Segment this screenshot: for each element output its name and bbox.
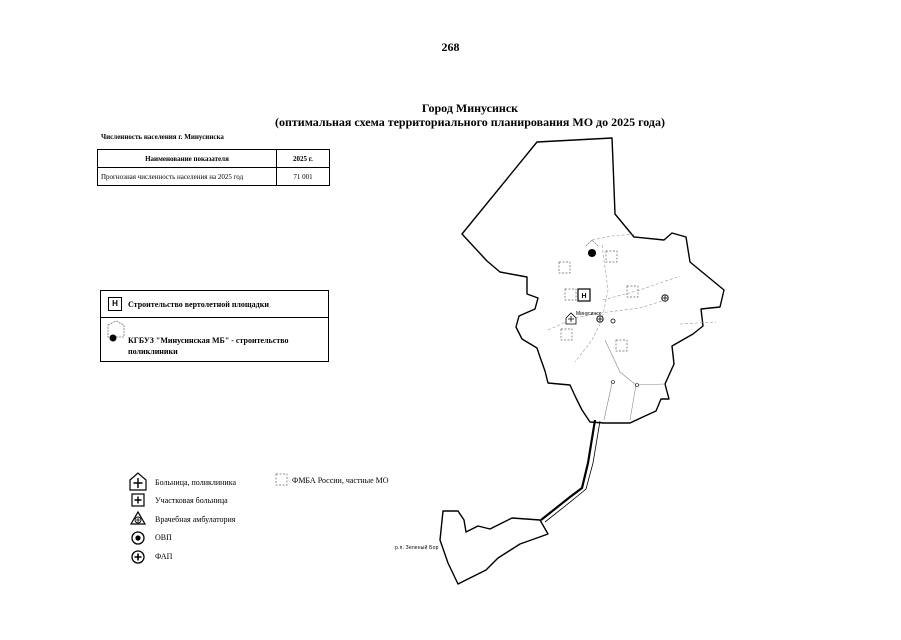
map-hospital-marker bbox=[566, 313, 576, 324]
project-label-clinic: КГБУЗ "Минусинская МБ" - строительство поликлиники bbox=[128, 336, 289, 356]
map-ovp-marker bbox=[611, 319, 615, 323]
legend-label-fmba: ФМБА России, частные МО bbox=[292, 476, 389, 485]
table-header-indicator: Наименование показателя bbox=[98, 150, 277, 168]
dashed-square-icon bbox=[276, 474, 287, 485]
svg-text:H: H bbox=[581, 293, 587, 300]
population-heading: Численность населения г. Минусинска bbox=[101, 133, 224, 141]
legend-label-district-hospital: Участковая больница bbox=[155, 496, 228, 505]
district-lines bbox=[548, 234, 716, 362]
table-cell-indicator: Прогнозная численность населения на 2025 год bbox=[98, 168, 277, 186]
legend-label-hospital: Больница, поликлиника bbox=[155, 478, 237, 487]
page-number: 268 bbox=[441, 40, 460, 54]
title-line-2: (оптимальная схема территориального планирования МО до 2025 года) bbox=[275, 115, 665, 129]
helipad-icon: H bbox=[108, 297, 122, 311]
fmba-markers bbox=[559, 251, 638, 351]
project-label-helipad: Строительство вертолетной площадки bbox=[128, 300, 269, 309]
district-hospital-icon bbox=[132, 494, 144, 506]
settlement-boundary bbox=[440, 511, 548, 584]
southern-corridor bbox=[541, 420, 595, 520]
map-settlement-label: р.п. Зеленый Бор bbox=[395, 545, 439, 551]
table-cell-value: 71 001 bbox=[277, 168, 330, 186]
legend-label-ambulatory: Врачебная амбулатория bbox=[155, 515, 236, 524]
map-city-label: Минусинск bbox=[576, 311, 601, 317]
ovp-icon bbox=[132, 532, 144, 544]
legend-label-fap: ФАП bbox=[155, 552, 173, 561]
table-header-year: 2025 г. bbox=[277, 150, 330, 168]
legend-label-ovp: ОВП bbox=[155, 533, 172, 542]
hospital-icon bbox=[130, 473, 146, 490]
ambulatory-icon bbox=[131, 512, 145, 524]
city-boundary bbox=[462, 138, 724, 423]
map-fap-marker-east bbox=[662, 295, 668, 301]
map-clinic-marker bbox=[586, 240, 598, 257]
fap-icon bbox=[132, 551, 144, 563]
title-line-1: Город Минусинск bbox=[421, 101, 519, 115]
